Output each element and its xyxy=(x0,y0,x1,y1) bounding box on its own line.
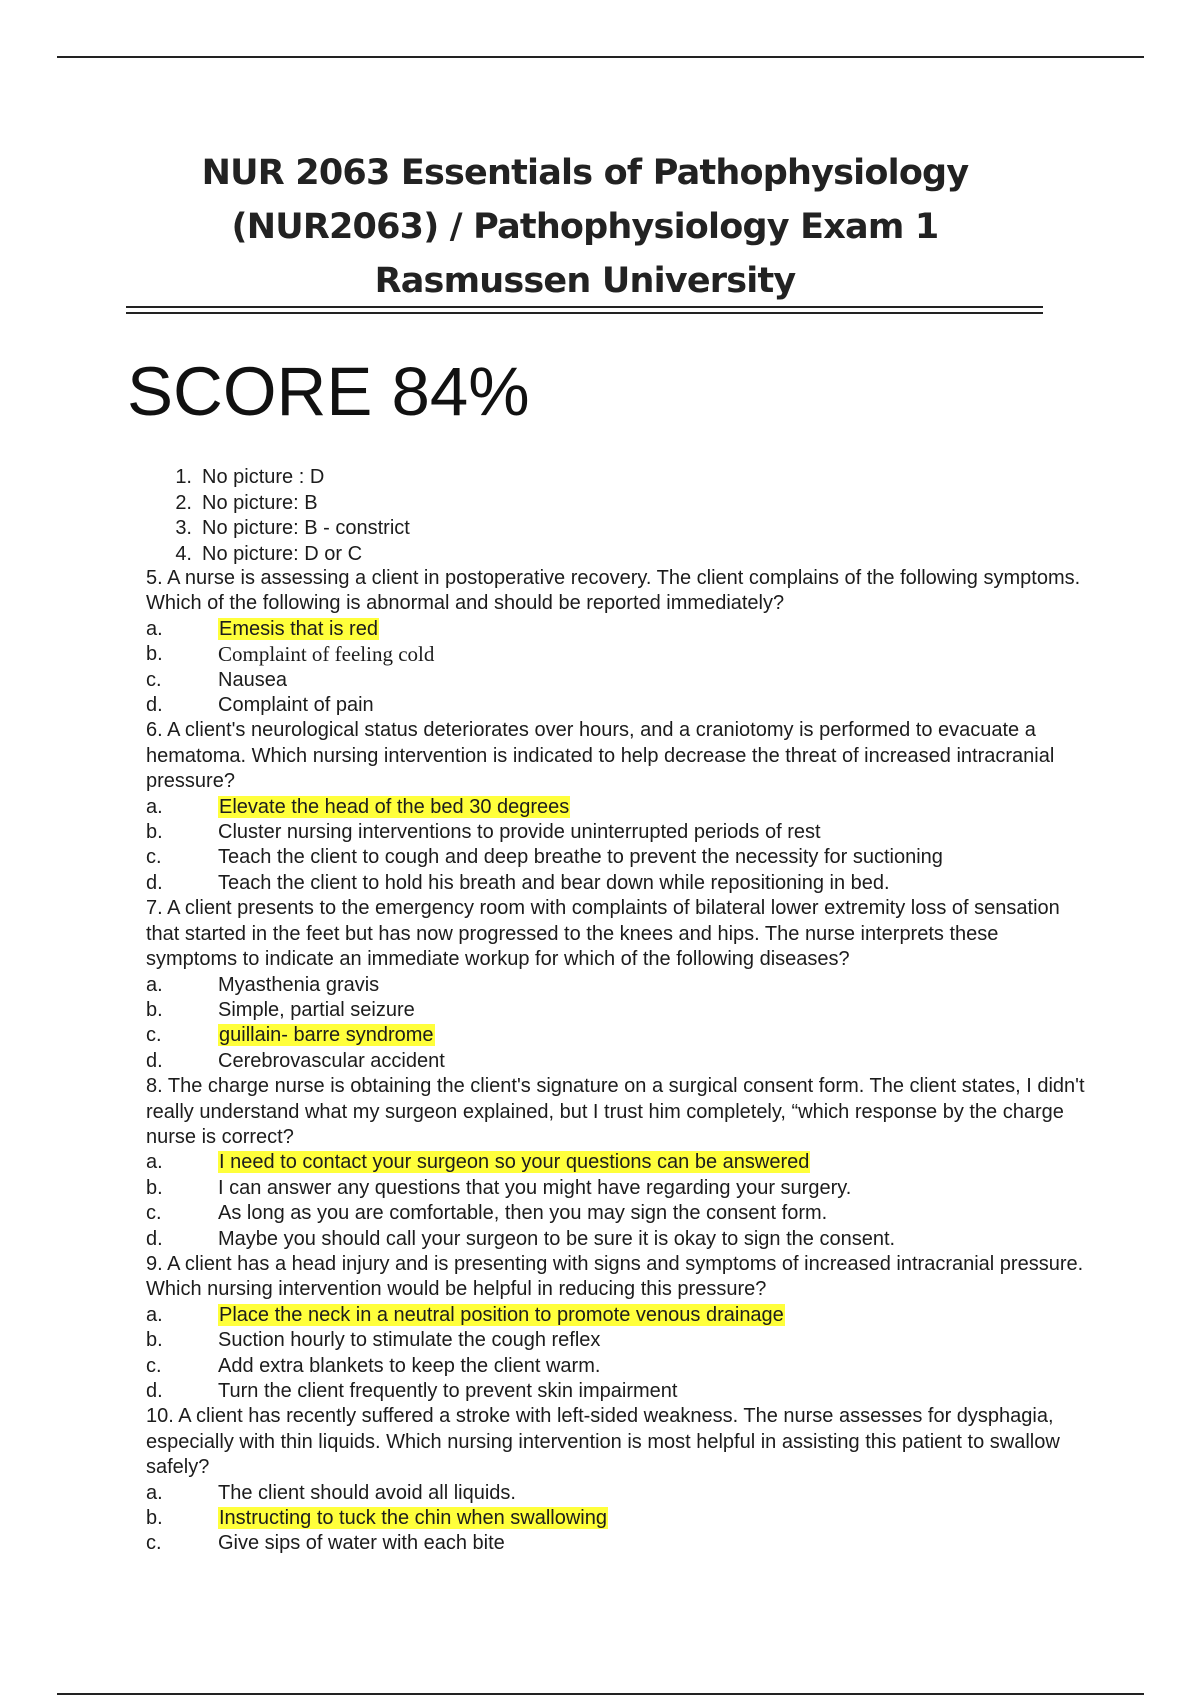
answer-option: c. Add extra blankets to keep the client warm. xyxy=(146,1354,601,1377)
questions-section xyxy=(146,566,1086,1557)
answer-option: d. Turn the client frequently to prevent skin impairment xyxy=(146,1380,678,1402)
answer-option: d. Complaint of pain xyxy=(146,694,374,717)
answer-option: a. Place the neck in a neutral position to promote venous drainage xyxy=(146,1303,784,1326)
question-stem: 9. A client has a head injury and is presenting with signs and symptoms of increased intracranial pressure. Which nursing intervention would be helpful in reducing this pressure? xyxy=(146,1252,1084,1301)
question-5 xyxy=(146,566,1086,718)
answer-option: c. Teach the client to cough and deep breathe to prevent the necessity for suctioning xyxy=(146,846,943,869)
answer-option: b. Simple, partial seizure xyxy=(146,998,415,1021)
list-item: 3. No picture: B - constrict xyxy=(175,517,410,539)
answer-option: b. Instructing to tuck the chin when swallowing xyxy=(146,1507,607,1530)
question-10 xyxy=(146,1404,1086,1556)
question-stem: 8. The charge nurse is obtaining the client's signature on a surgical consent form. The client states, I didn't really understand what my surgeon explained, but I trust him completely, “which response by the charge nurse is correct? xyxy=(146,1075,1085,1148)
question-7 xyxy=(146,896,1086,1074)
top-rule xyxy=(57,56,1144,58)
answer-option: a. Myasthenia gravis xyxy=(146,973,380,996)
answer-option: b. I can answer any questions that you might have regarding your surgery. xyxy=(146,1176,852,1199)
highlighted-answer: I need to contact your surgeon so your questions can be answered xyxy=(219,1151,810,1174)
no-picture-list xyxy=(168,465,410,567)
question-9 xyxy=(146,1252,1086,1404)
document-title xyxy=(128,146,1042,308)
list-item: 1. No picture : D xyxy=(175,466,325,488)
highlighted-answer: Emesis that is red xyxy=(219,617,378,640)
answer-option: b. Complaint of feeling cold xyxy=(146,642,435,667)
title-line-1: NUR 2063 Essentials of Pathophysiology xyxy=(201,153,969,193)
bottom-rule xyxy=(57,1693,1144,1695)
answer-option: b. Cluster nursing interventions to provide uninterrupted periods of rest xyxy=(146,821,821,844)
answer-option: a. Elevate the head of the bed 30 degrees xyxy=(146,795,570,818)
question-stem: 6. A client's neurological status deteriorates over hours, and a craniotomy is performed to evacuate a hematoma. Which nursing intervention is indicated to help decrease the threat of increased intracranial pressure? xyxy=(146,719,1055,793)
title-double-underline xyxy=(126,306,1043,314)
list-item: 4. No picture: D or C xyxy=(175,542,363,565)
answer-option: c. As long as you are comfortable, then you may sign the consent form. xyxy=(146,1202,828,1225)
answer-option: a. Emesis that is red xyxy=(146,617,378,640)
highlighted-answer: Instructing to tuck the chin when swallowing xyxy=(219,1507,607,1530)
question-stem: 7. A client presents to the emergency room with complaints of bilateral lower extremity loss of sensation that started in the feet but has now progressed to the knees and hips. The nurse interprets these symptoms to indicate an immediate workup for which of the following diseases? xyxy=(146,897,1060,971)
answer-option: a. I need to contact your surgeon so your questions can be answered xyxy=(146,1151,810,1174)
answer-option: d. Cerebrovascular accident xyxy=(146,1049,445,1072)
question-6 xyxy=(146,718,1086,896)
answer-option: c. Nausea xyxy=(146,668,287,691)
answer-option: c. guillain- barre syndrome xyxy=(146,1024,434,1047)
highlighted-answer: Elevate the head of the bed 30 degrees xyxy=(219,795,570,818)
title-line-3: Rasmussen University xyxy=(374,261,796,301)
answer-option: d. Maybe you should call your surgeon to be sure it is okay to sign the consent. xyxy=(146,1227,896,1250)
answer-option: b. Suction hourly to stimulate the cough reflex xyxy=(146,1329,601,1352)
answer-option: a. The client should avoid all liquids. xyxy=(146,1481,516,1504)
answer-option: d. Teach the client to hold his breath and bear down while repositioning in bed. xyxy=(146,871,890,894)
question-8 xyxy=(146,1074,1086,1252)
answer-option: c. Give sips of water with each bite xyxy=(146,1532,505,1555)
list-item: 2. No picture: B xyxy=(175,491,318,514)
highlighted-answer: Place the neck in a neutral position to promote venous drainage xyxy=(219,1303,784,1326)
question-stem: 5. A nurse is assessing a client in postoperative recovery. The client complains of the following symptoms. Which of the following is abnormal and should be reported immediately? xyxy=(146,567,1081,615)
score-heading: SCORE 84% xyxy=(127,353,530,430)
question-stem: 10. A client has recently suffered a stroke with left-sided weakness. The nurse assesses for dysphagia, especially with thin liquids. Which nursing intervention is most helpful in assisting this patient to swallow safely? xyxy=(146,1405,1060,1479)
title-line-2: (NUR2063) / Pathophysiology Exam 1 xyxy=(231,207,939,247)
highlighted-answer: guillain- barre syndrome xyxy=(219,1024,434,1047)
